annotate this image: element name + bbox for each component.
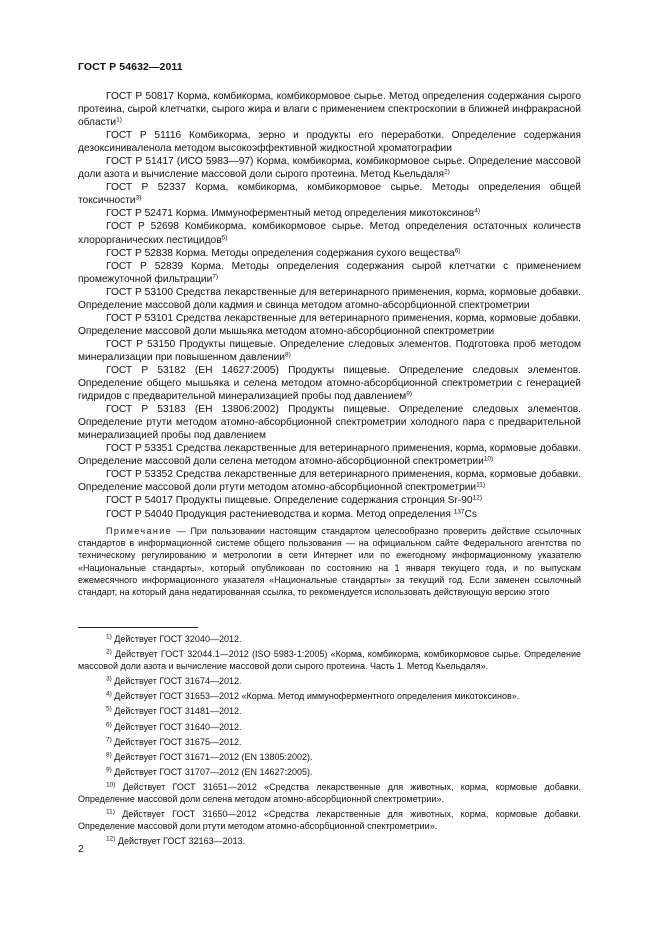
reference-item: ГОСТ Р 53101 Средства лекарственные для ветеринарного применения, корма, кормовые добавки. Определение массовой доли мышьяка методом атомно-абсорбционной спектрометрии [78, 312, 581, 337]
footnote: $^{6)}$ Действует ГОСТ 31640—2012. [106, 721, 242, 732]
footnote-separator [78, 627, 198, 628]
reference-item: ГОСТ Р 53352 Средства лекарственные для ветеринарного применения, корма, кормовые добавки. Определение массовой доли ртути методом атомно-абсорбционной спектрометрии$^{11)}$ [78, 469, 581, 494]
footnote: $^{12)}$ Действует ГОСТ 32163—2013. [106, 835, 246, 847]
page-header-title: ГОСТ Р 54632—2011 [78, 61, 183, 73]
footnote: $^{8)}$ Действует ГОСТ 31671—2012 (EN 13805:2002). [106, 751, 313, 762]
footnote: $^{7)}$ Действует ГОСТ 31675—2012. [106, 736, 242, 747]
reference-item: ГОСТ Р 54017 Продукты пищевые. Определение содержания стронция Sr-90$^{12)}$ [106, 494, 483, 507]
reference-item: ГОСТ Р 51417 (ИСО 5983—97) Корма, комбикорма, комбикормовое сырье. Определение массовой доли азота и вычисление массовой доли сырого протеина. Метод Кьельдаля$^{2)}$ [78, 156, 581, 181]
reference-item: ГОСТ Р 52838 Корма. Методы определения содержания сухого вещества$^{6)}$ [106, 247, 461, 259]
footnote: $^{10)}$ Действует ГОСТ 31651—2012 «Средства лекарственные для животных, корма, кормовые добавки. Определение массовой доли селена методом атомно-абсорбционной спектрометрии». [78, 781, 581, 805]
page-number: 2 [78, 843, 84, 855]
reference-item: ГОСТ Р 52471 Корма. Иммуноферментный метод определения микотоксинов$^{4)}$ [106, 207, 480, 220]
footnote: $^{11)}$ Действует ГОСТ 31650—2012 «Средства лекарственные для животных, корма, кормовые добавки. Определение массовой доли ртути методом атомно-абсорбционной спектрометрии». [78, 808, 581, 832]
footnote: $^{5)}$ Действует ГОСТ 31481—2012. [106, 705, 242, 717]
note-text: — При пользовании настоящим стандартом целесообразно проверить действие ссылочных стандартов в информационной системе общего пользования — на официальном сайте Федерального агентства по техническому регулированию и метрологии в сети Интернет или по ежегодному информационному указателю «Национальные стандарты», который опубликован по состоянию на 1 января текущего года, и по выпускам ежемесячного информационного указателя «Национальные стандарты» за текущий год. Если заменен ссылочный стандарт, на который дана недатированная ссылка, то рекомендуется использовать действующую версию этого [78, 526, 581, 598]
footnote: $^{1)}$ Действует ГОСТ 32040—2012. [106, 633, 242, 644]
reference-item-cs137: ГОСТ Р 54040 Продукция растениеводства и корма. Метод определения $^{137}$Cs [106, 508, 477, 520]
note-label: Примечание [106, 526, 173, 536]
reference-item: ГОСТ Р 52839 Корма. Методы определения содержания сырой клетчатки с применением промежуточной фильтрации$^{7)}$ [78, 260, 581, 285]
reference-item: ГОСТ Р 53182 (ЕН 14627:2005) Продукты пищевые. Определение следовых элементов. Определение общего мышьяка и селена методом атомно-абсорбционной спектрометрии с генерацией гидридов с предварительной минерализацией пробы под давлением$^{9)}$ [78, 364, 581, 403]
footnote: $^{4)}$ Действует ГОСТ 31653—2012 «Корма. Метод иммуноферментного определения микотоксинов». [106, 690, 520, 702]
reference-item: ГОСТ Р 52698 Комбикорма, комбикормовое сырье. Метод определения остаточных количеств хлорорганических пестицидов$^{5)}$ [78, 221, 581, 246]
reference-item: ГОСТ Р 51116 Комбикорма, зерно и продукты его переработки. Определение содержания дезоксиниваленола методом высокоэффективной жидкостной хроматографии [78, 130, 581, 155]
reference-item: ГОСТ Р 53150 Продукты пищевые. Определение следовых элементов. Подготовка проб методом минерализации при повышенном давлении$^{8)}$ [78, 338, 581, 363]
footnote: $^{2)}$ Действует ГОСТ 32044.1—2012 (ISO 5983-1:2005) «Корма, комбикорма, комбикормовое сырье. Определение массовой доли азота и вычисление массовой доли сырого протеина. Часть 1. Метод Кьельдаля». [78, 648, 581, 672]
footnote: $^{3)}$ Действует ГОСТ 31674—2012. [106, 675, 242, 687]
reference-item: ГОСТ Р 52337 Корма, комбикорма, комбикормовое сырье. Методы определения общей токсичности$^{3)}$ [78, 182, 581, 207]
reference-item: ГОСТ Р 53100 Средства лекарственные для ветеринарного применения, корма, кормовые добавки. Определение массовой доли кадмия и свинца методом атомно-абсорбционной спектрометрии [78, 286, 581, 311]
reference-note [78, 525, 581, 598]
reference-item: ГОСТ Р 50817 Корма, комбикорма, комбикормовое сырье. Метод определения содержания сырого протеина, сырой клетчатки, сырого жира и влаги с применением спектроскопии в ближней инфракрасной области$^{1)}$ [78, 91, 581, 129]
footnote: $^{9)}$ Действует ГОСТ 31707—2012 (EN 14627:2005). [106, 766, 313, 777]
reference-item: ГОСТ Р 53351 Средства лекарственные для ветеринарного применения, корма, кормовые добавки. Определение массовой доли селена методом атомно-абсорбционной спектрометрии$^{10)}$ [78, 443, 581, 468]
footnotes-list [78, 633, 581, 850]
reference-item: ГОСТ Р 53183 (ЕН 13806:2002) Продукты пищевые. Определение следовых элементов. Определение ртути методом атомно-абсорбционной спектрометрии холодного пара с предварительной минерализацией пробы под давлением [78, 404, 581, 442]
normative-references-list [78, 90, 581, 521]
